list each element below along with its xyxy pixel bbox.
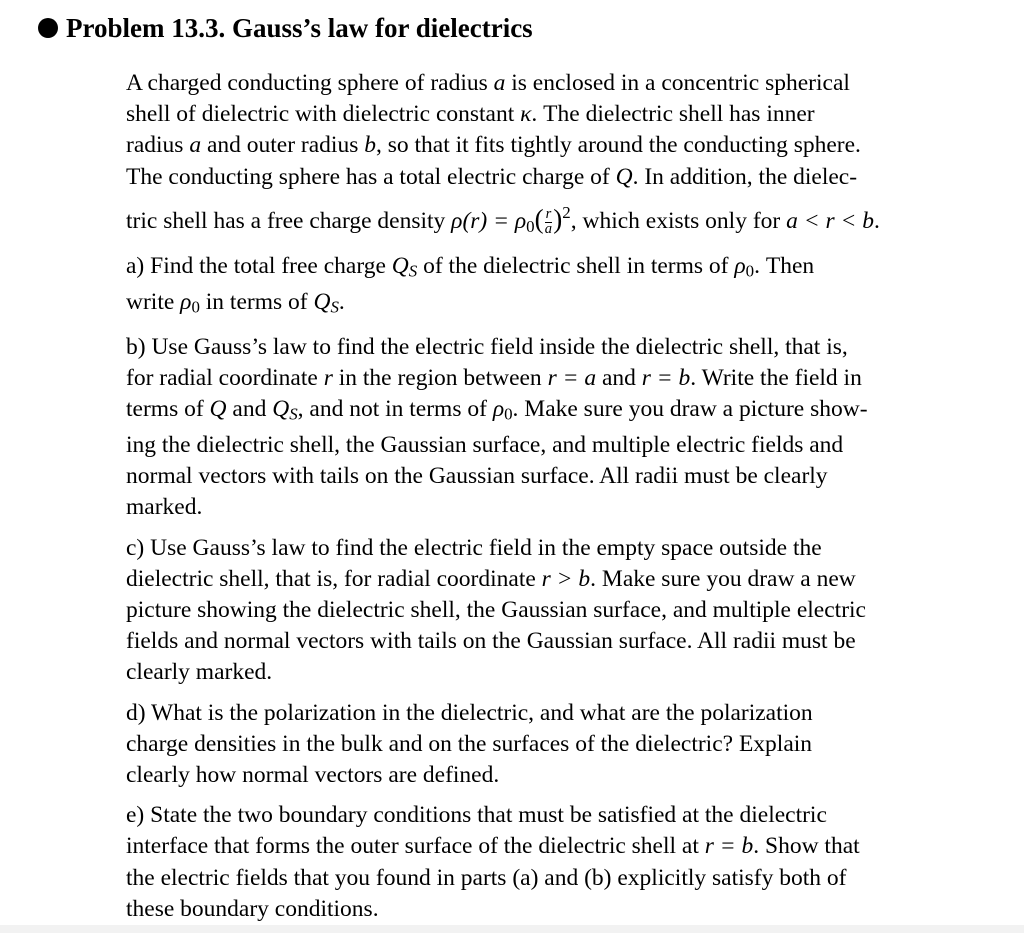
part-b-line-4: ing the dielectric shell, the Gaussian surface, and multiple electric fields and — [126, 432, 844, 459]
part-c-line-4: fields and normal vectors with tails on the Gaussian surface. All radii must be — [126, 628, 856, 655]
part-b-line-6: marked. — [126, 494, 203, 521]
part-c-line-3: picture showing the dielectric shell, the Gaussian surface, and multiple electric — [126, 597, 866, 624]
part-a-line-2: write $\rho_0$ in terms of QS. — [126, 288, 345, 317]
part-c-line-5: clearly marked. — [126, 659, 273, 686]
part-b-line-5: normal vectors with tails on the Gaussian surface. All radii must be clearly — [126, 463, 828, 490]
bullet-icon — [38, 18, 58, 38]
part-d-line-2: charge densities in the bulk and on the surfaces of the dielectric? Explain — [126, 730, 813, 757]
problem-body — [126, 68, 956, 925]
intro-line-4: The conducting sphere has a total electric charge of Q. In addition, the dielec- — [126, 163, 858, 190]
intro-line-5: tric shell has a free charge density $\rho(r) = \rho_0$( $\frac{r}{a}$ )$^2$, which exists only for a < r < b. — [126, 202, 880, 238]
part-b-line-1: b) Use Gauss’s law to find the electric field inside the dielectric shell, that is, — [126, 333, 848, 360]
part-e-line-4: these boundary conditions. — [126, 895, 379, 922]
part-c-line-1: c) Use Gauss’s law to find the electric field in the empty space outside the — [126, 534, 822, 561]
part-e-paragraph — [126, 800, 956, 925]
part-a-paragraph — [126, 251, 956, 323]
part-b-paragraph — [126, 332, 956, 524]
part-b-line-3: terms of Q and QS, and not in terms of $\rho_0$. Make sure you draw a picture show- — [126, 396, 868, 424]
part-d-paragraph — [126, 698, 956, 792]
part-c-line-2: dielectric shell, that is, for radial coordinate r > b. Make sure you draw a new — [126, 565, 856, 592]
part-e-line-1: e) State the two boundary conditions that must be satisfied at the dielectric — [126, 802, 827, 829]
part-e-line-3: the electric fields that you found in parts (a) and (b) explicitly satisfy both of — [126, 864, 847, 891]
part-c-paragraph — [126, 533, 956, 689]
intro-line-2: shell of dielectric with dielectric constant κ. The dielectric shell has inner — [126, 101, 815, 128]
part-b-line-2: for radial coordinate r in the region between r = a and r = b. Write the field in — [126, 364, 862, 391]
part-d-line-3: clearly how normal vectors are defined. — [126, 762, 500, 789]
intro-line-1: A charged conducting sphere of radius a is enclosed in a concentric spherical — [126, 70, 850, 96]
part-a-line-1: a) Find the total free charge QS of the dielectric shell in terms of $\rho_0$. Then — [126, 252, 815, 281]
bottom-divider — [0, 925, 1024, 933]
intro-line-3: radius a and outer radius b, so that it fits tightly around the conducting sphere. — [126, 132, 861, 159]
r-over-a-fraction: $\frac{r}{a}$ — [544, 206, 553, 238]
problem-heading — [22, 10, 533, 46]
part-e-line-2: interface that forms the outer surface of the dielectric shell at r = b. Show that — [126, 833, 860, 860]
intro-paragraph — [126, 68, 956, 242]
part-d-line-1: d) What is the polarization in the dielectric, and what are the polarization — [126, 699, 813, 726]
problem-title: Problem 13.3. Gauss’s law for dielectrics — [66, 13, 533, 43]
